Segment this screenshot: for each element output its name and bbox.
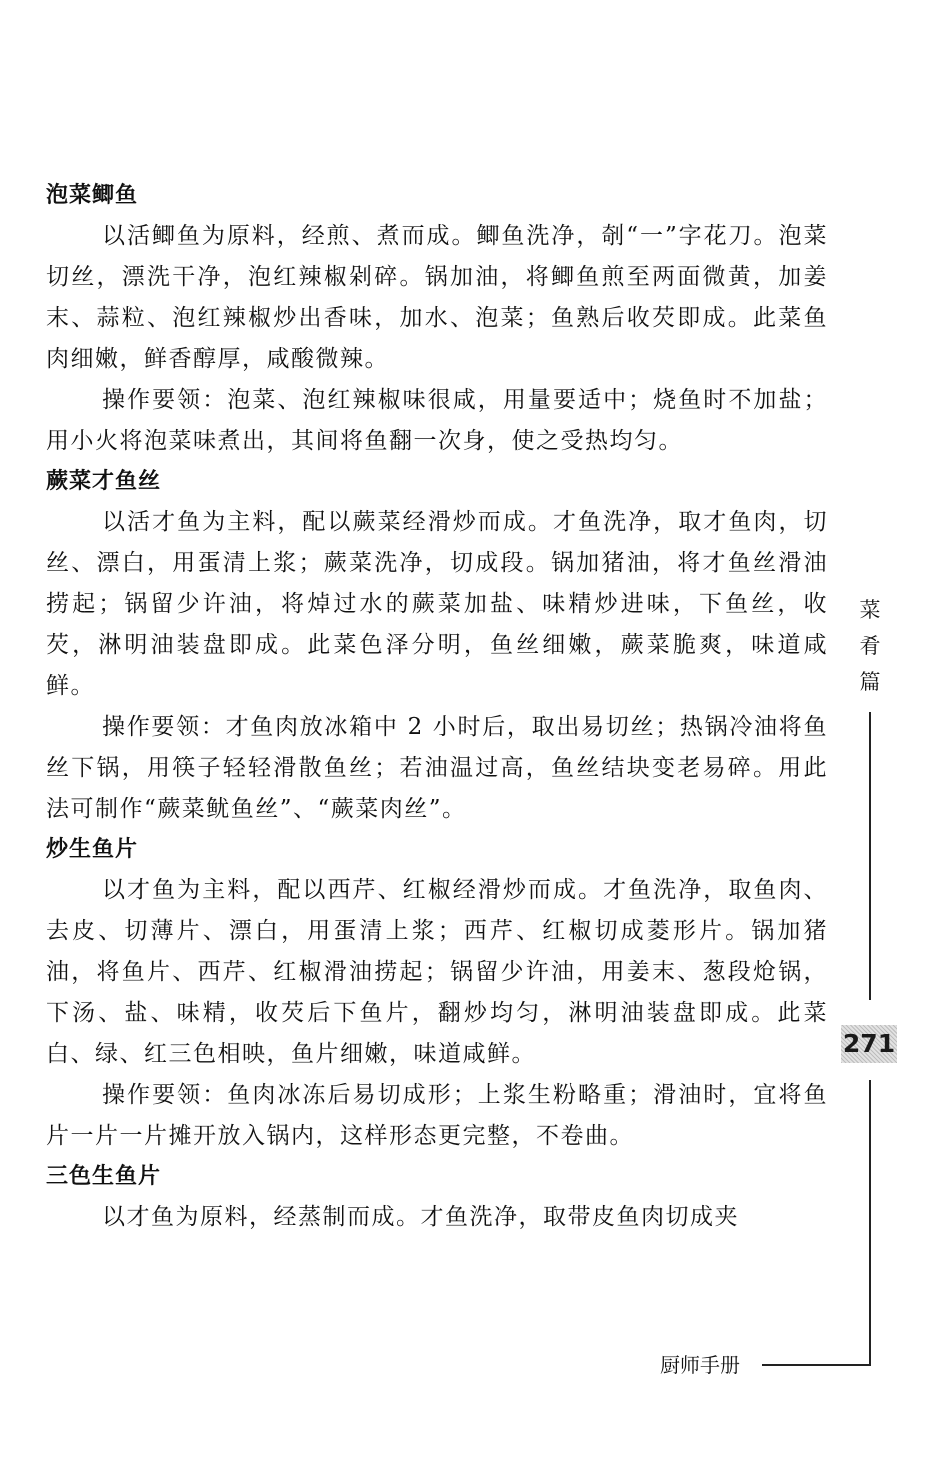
side-tab-char: 菜 [859,598,881,622]
side-tab-char: 篇 [859,670,881,694]
paragraph: 以活才鱼为主料，配以蕨菜经滑炒而成。才鱼洗净，取才鱼肉，切丝、漂白，用蛋清上浆；蕨菜洗净，切成段。锅加猪油，将才鱼丝滑油捞起；锅留少许油，将焯过水的蕨菜加盐、味精炒进味，下鱼丝，收芡，淋明油装盘即成。此菜色泽分明，鱼丝细嫩，蕨菜脆爽，味道咸鲜。 [46,509,828,699]
recipe-section [46,462,828,830]
side-rule-lower [869,1080,871,1364]
paragraph: 操作要领：鱼肉冰冻后易切成形；上浆生粉略重；滑油时，宜将鱼片一片一片摊开放入锅内，这样形态更完整，不卷曲。 [46,1082,828,1149]
chapter-side-tab [856,592,884,700]
side-rule-upper [869,712,871,1000]
paragraph: 操作要领：泡菜、泡红辣椒味很咸，用量要适中；烧鱼时不加盐；用小火将泡菜味煮出，其间将鱼翻一次身，使之受热均匀。 [46,387,828,454]
paragraph: 以才鱼为原料，经蒸制而成。才鱼洗净，取带皮鱼肉切成夹 [102,1204,739,1230]
section-title: 炒生鱼片 [46,837,139,862]
paragraph: 操作要领：才鱼肉放冰箱中 2 小时后，取出易切丝；热锅冷油将鱼丝下锅，用筷子轻轻滑散鱼丝；若油温过高，鱼丝结块变老易碎。用此法可制作“蕨菜鱿鱼丝”、“蕨菜肉丝”。 [46,714,828,822]
recipe-section [46,1157,828,1238]
section-title: 泡菜鲫鱼 [46,183,139,208]
main-content [46,176,828,1238]
paragraph: 以活鲫鱼为原料，经煎、煮而成。鲫鱼洗净，剞“一”字花刀。泡菜切丝，漂洗干净，泡红辣椒剁碎。锅加油，将鲫鱼煎至两面微黄，加姜末、蒜粒、泡红辣椒炒出香味，加水、泡菜；鱼熟后收芡即成。此菜鱼肉细嫩，鲜香醇厚，咸酸微辣。 [46,223,828,372]
footer-rule [762,1364,871,1366]
page-number: 271 [841,1025,897,1063]
recipe-section [46,176,828,462]
side-tab-char: 肴 [859,634,881,658]
footer-book-title: 厨师手册 [660,1353,740,1377]
paragraph: 以才鱼为主料，配以西芹、红椒经滑炒而成。才鱼洗净，取鱼肉、去皮、切薄片、漂白，用蛋清上浆；西芹、红椒切成菱形片。锅加猪油，将鱼片、西芹、红椒滑油捞起；锅留少许油，用姜末、葱段炝锅，下汤、盐、味精，收芡后下鱼片，翻炒均匀，淋明油装盘即成。此菜白、绿、红三色相映，鱼片细嫩，味道咸鲜。 [46,877,828,1067]
section-title: 三色生鱼片 [46,1164,162,1189]
section-title: 蕨菜才鱼丝 [46,469,162,494]
recipe-section [46,830,828,1157]
